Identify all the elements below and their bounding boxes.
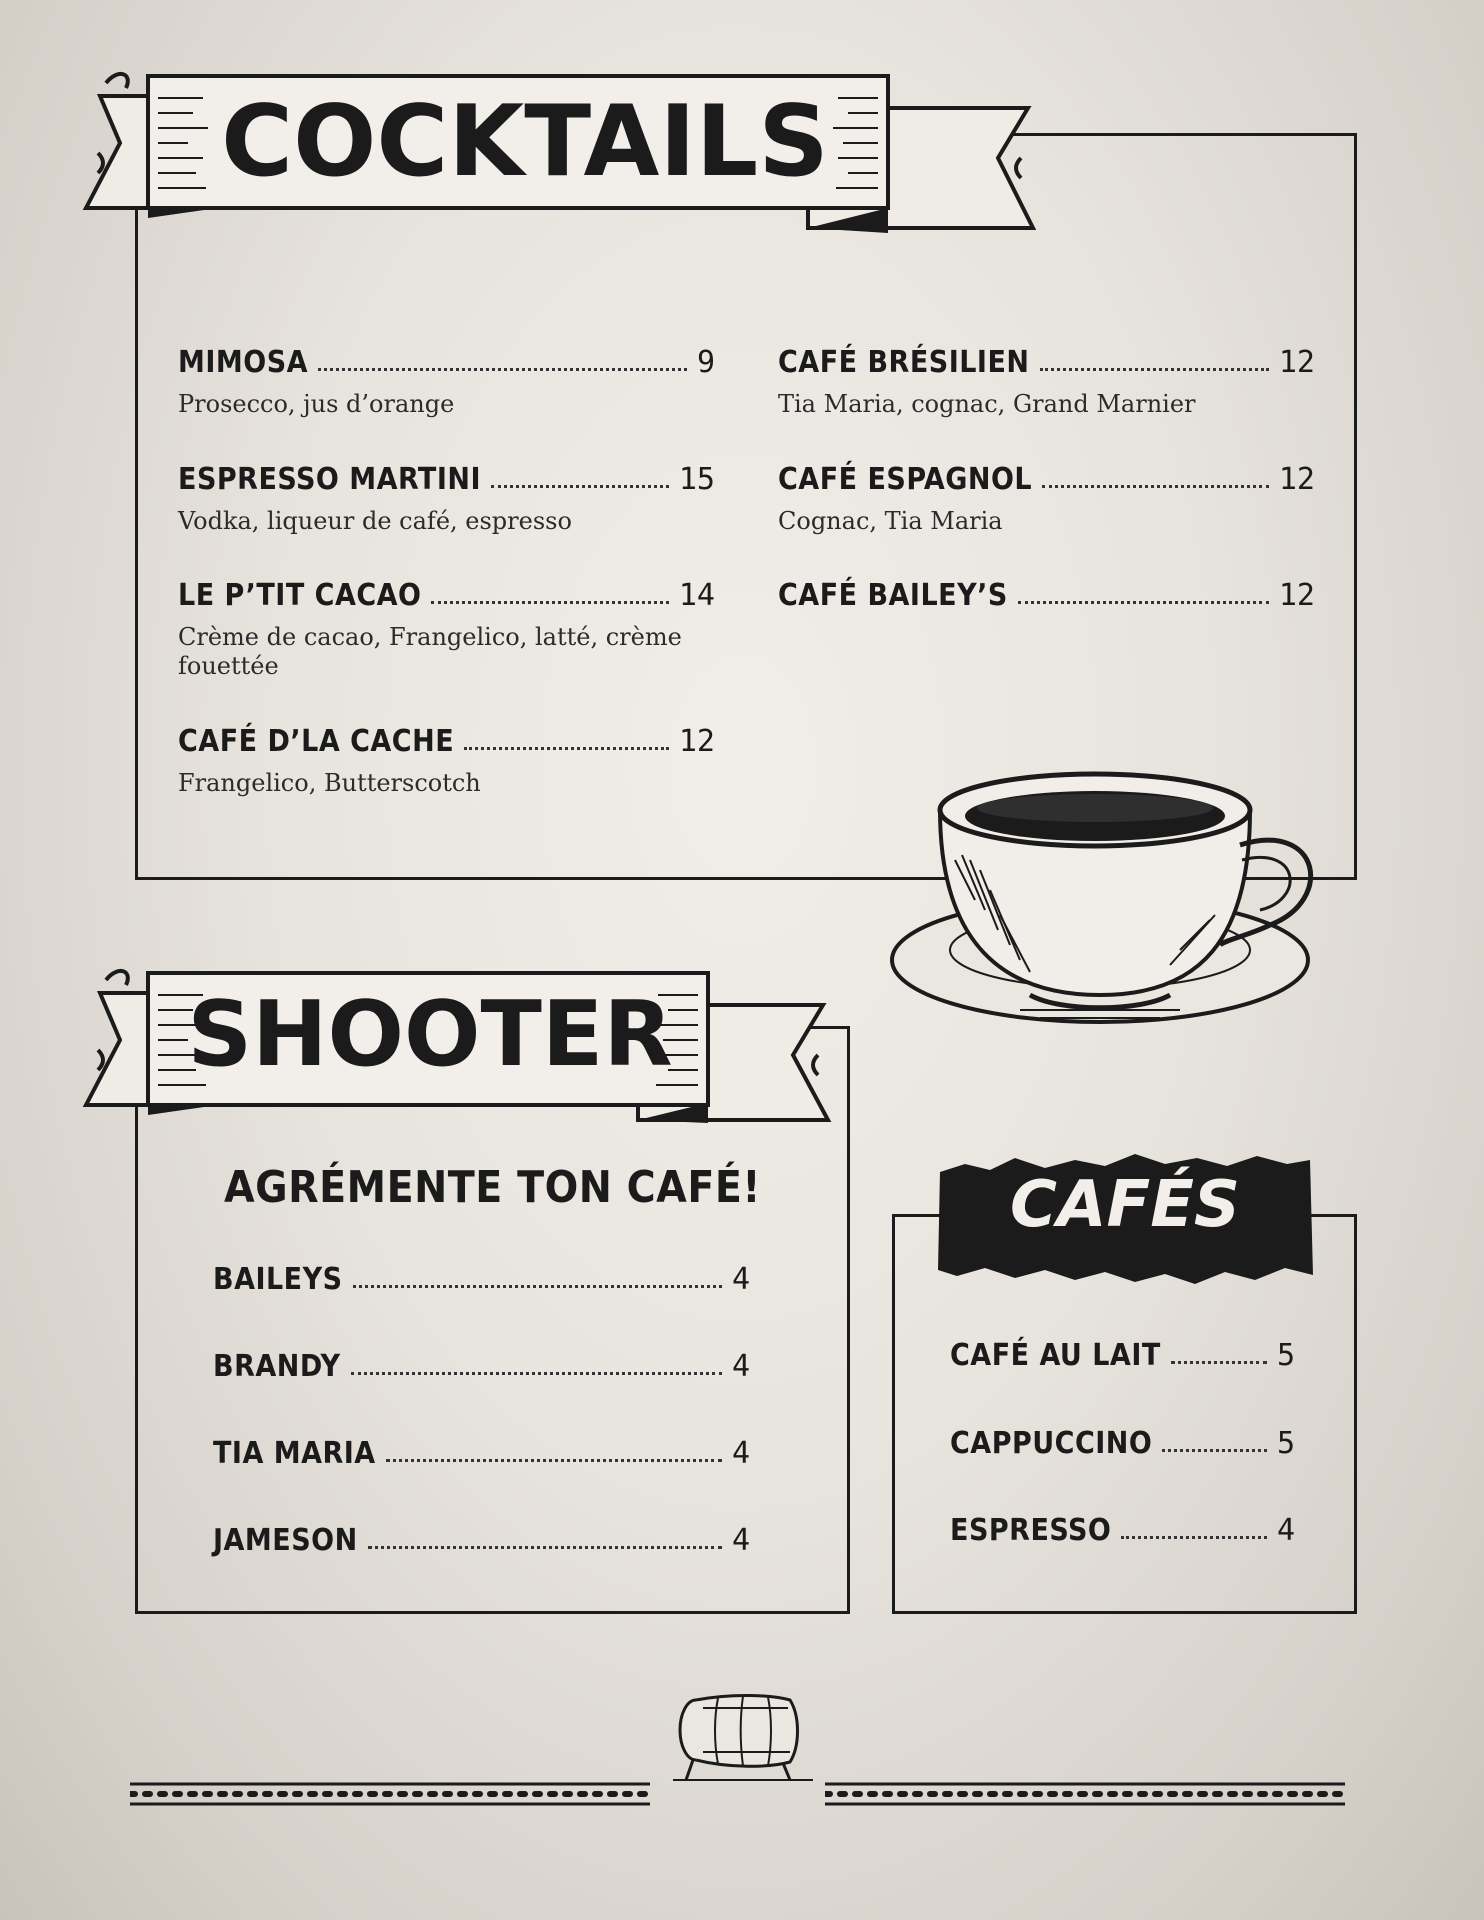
item-price: 5 [1276, 1338, 1295, 1373]
item-name: LE P’TIT CACAO [178, 578, 422, 613]
menu-item [213, 1349, 750, 1384]
item-name: CAFÉ BAILEY’S [778, 578, 1008, 613]
menu-item [778, 462, 1315, 497]
menu-item [178, 578, 715, 613]
dot-leader [491, 485, 669, 488]
item-price: 4 [731, 1262, 750, 1297]
menu-item [950, 1426, 1295, 1461]
item-price: 14 [678, 578, 715, 613]
item-price: 15 [678, 462, 715, 497]
menu-item [213, 1523, 750, 1558]
item-name: CAFÉ AU LAIT [950, 1338, 1161, 1373]
dot-leader [351, 1372, 722, 1375]
menu-item [778, 345, 1315, 380]
menu-item [213, 1262, 750, 1297]
item-price: 4 [1276, 1513, 1295, 1548]
shooter-subtitle: AGRÉMENTE TON CAFÉ! [224, 1162, 761, 1213]
dot-leader [1171, 1361, 1267, 1364]
item-name: BAILEYS [213, 1262, 343, 1297]
menu-item [950, 1338, 1295, 1373]
dot-leader [1042, 485, 1269, 488]
cocktails-title: COCKTAILS [221, 85, 829, 199]
item-name: ESPRESSO [950, 1513, 1112, 1548]
item-price: 9 [696, 345, 715, 380]
dot-leader [1040, 368, 1269, 371]
item-price: 12 [1278, 462, 1315, 497]
item-price: 4 [731, 1349, 750, 1384]
item-description: Vodka, liqueur de café, espresso [178, 507, 572, 535]
dot-leader [1162, 1449, 1267, 1452]
menu-item [213, 1436, 750, 1471]
item-price: 4 [731, 1436, 750, 1471]
dot-leader [353, 1285, 722, 1288]
dot-leader [1121, 1536, 1267, 1539]
item-name: ESPRESSO MARTINI [178, 462, 482, 497]
shooter-title: SHOOTER [187, 982, 673, 1087]
barrel-icon [668, 1688, 818, 1788]
footer-divider-left [130, 1780, 650, 1808]
item-description: Prosecco, jus d’orange [178, 390, 455, 418]
dot-leader [464, 747, 669, 750]
item-price: 4 [731, 1523, 750, 1558]
item-name: BRANDY [213, 1349, 341, 1384]
menu-item [778, 578, 1315, 613]
cafes-title: CAFÉS [1009, 1168, 1241, 1242]
item-description: Frangelico, Butterscotch [178, 769, 481, 797]
item-description: Tia Maria, cognac, Grand Marnier [778, 390, 1196, 418]
item-name: CAPPUCCINO [950, 1426, 1153, 1461]
footer-divider-right [825, 1780, 1345, 1808]
item-name: JAMESON [213, 1523, 358, 1558]
item-name: MIMOSA [178, 345, 309, 380]
item-name: CAFÉ BRÉSILIEN [778, 345, 1030, 380]
coffee-cup-icon [880, 750, 1320, 1070]
menu-item [950, 1513, 1295, 1548]
dot-leader [318, 368, 687, 371]
item-name: CAFÉ ESPAGNOL [778, 462, 1033, 497]
dot-leader [431, 601, 668, 604]
item-price: 12 [1278, 578, 1315, 613]
item-price: 5 [1276, 1426, 1295, 1461]
dot-leader [1018, 601, 1269, 604]
item-description: Cognac, Tia Maria [778, 507, 1003, 535]
item-price: 12 [678, 724, 715, 759]
menu-item [178, 345, 715, 380]
dot-leader [368, 1546, 722, 1549]
menu-item [178, 724, 715, 759]
dot-leader [386, 1459, 722, 1462]
item-name: TIA MARIA [213, 1436, 376, 1471]
menu-item [178, 462, 715, 497]
item-name: CAFÉ D’LA CACHE [178, 724, 455, 759]
item-description: Crème de cacao, Frangelico, latté, crème fouettée [178, 623, 682, 680]
item-price: 12 [1278, 345, 1315, 380]
